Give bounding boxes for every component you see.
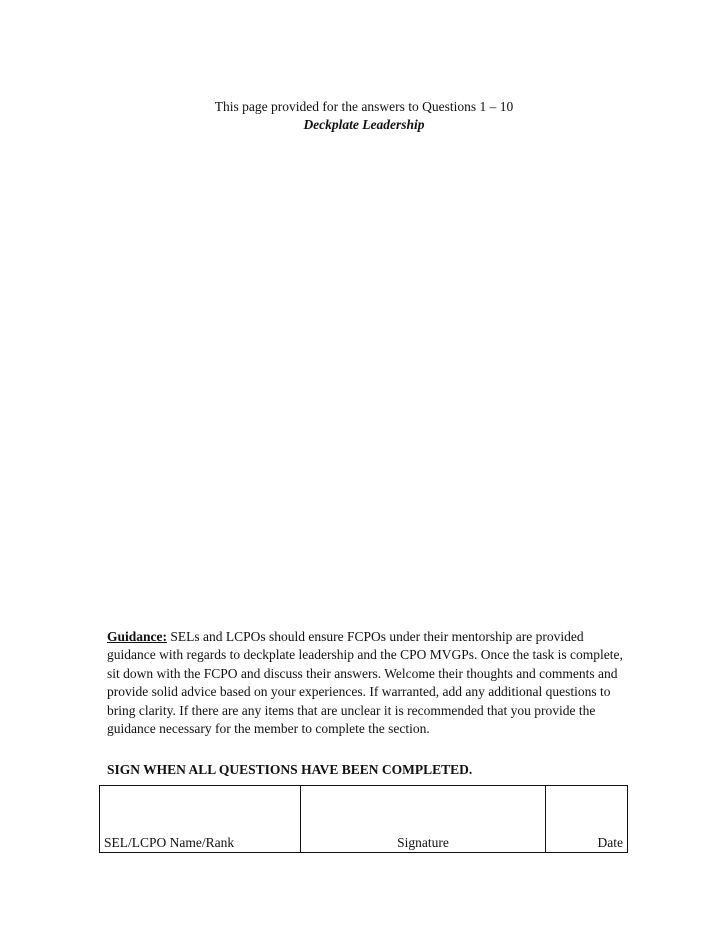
date-cell[interactable] (546, 786, 628, 853)
sign-instruction: SIGN WHEN ALL QUESTIONS HAVE BEEN COMPLETED. (107, 762, 473, 777)
guidance-paragraph (107, 628, 629, 738)
name-rank-cell[interactable] (100, 786, 301, 853)
signature-cell[interactable] (301, 786, 546, 853)
page-title: This page provided for the answers to Questions 1 – 10 (214, 99, 514, 114)
signature-table (99, 785, 628, 853)
page-subtitle: Deckplate Leadership (303, 117, 425, 132)
guidance-text: SELs and LCPOs should ensure FCPOs under their mentorship are provided guidance with regards to deckplate leadership and the CPO MVGPs. Once the task is complete, sit down with the FCPO and discuss their answers. Welcome their thoughts and comments and provide solid advice based on your experiences. If warranted, add any additional questions to bring clarity. If there are any items that are unclear it is recommended that you provide the guidance necessary for the member to complete the section. (107, 629, 623, 737)
page-header (0, 98, 728, 134)
name-rank-label: SEL/LCPO Name/Rank (104, 835, 235, 850)
signature-label: Signature (397, 835, 449, 850)
guidance-label: Guidance: (107, 629, 168, 644)
date-label: Date (597, 835, 623, 850)
signature-row (100, 786, 628, 853)
